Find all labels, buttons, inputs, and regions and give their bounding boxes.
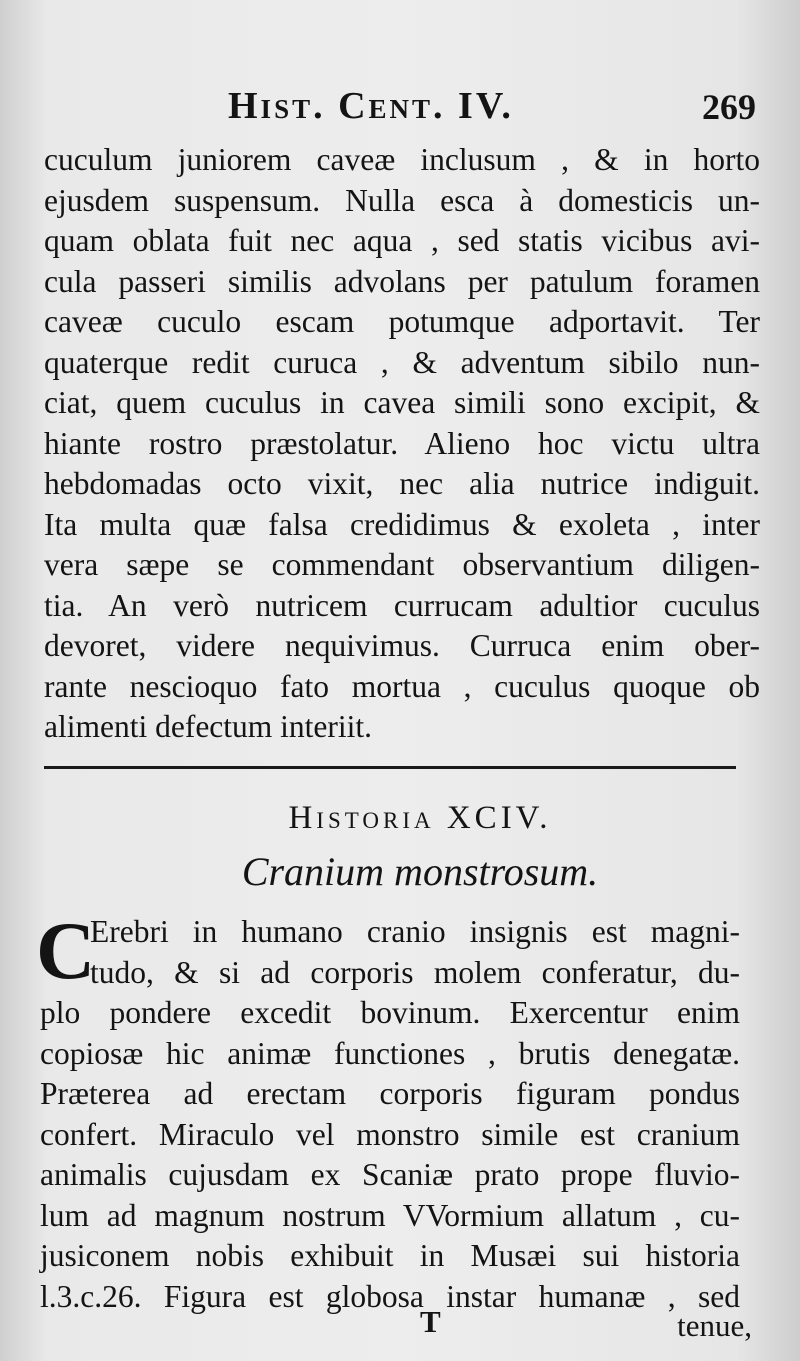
text-line: cuculum juniorem caveæ inclusum , & in horto	[44, 142, 760, 177]
section-heading: Historia XCIV.	[288, 800, 552, 836]
text-line: ciat, quem cuculus in cavea simili sono excipit, &	[44, 385, 760, 420]
text-line: copiosæ hic animæ functiones , brutis denegatæ.	[40, 1035, 740, 1071]
text-line: animalis cujusdam ex Scaniæ prato prope fluvio-	[40, 1157, 740, 1192]
text-line: Erebri in humano cranio insignis est magni-	[90, 914, 740, 949]
text-line: quam oblata fuit nec aqua , sed statis vicibus avi-	[44, 223, 760, 258]
text-line: Præterea ad erectam corporis figuram pondus	[40, 1076, 740, 1111]
section1-text	[44, 140, 760, 748]
text-line: quaterque redit curuca , & adventum sibilo nun-	[44, 344, 760, 380]
text-line: tia. An verò nutricem currucam adultior cuculus	[44, 587, 760, 623]
section2-text	[40, 912, 740, 1317]
text-line: ejusdem suspensum. Nulla esca à domesticis un-	[44, 182, 760, 218]
text-line: jusiconem nobis exhibuit in Musæi sui historia	[40, 1238, 740, 1273]
text-line: rante nescioquo fato mortua , cuculus quoque ob	[44, 668, 760, 704]
section-subtitle: Cranium monstrosum.	[241, 849, 599, 894]
text-line: cula passeri similis advolans per patulum foramen	[44, 263, 760, 299]
text-line: tudo, & si ad corporis molem conferatur, du-	[90, 954, 740, 990]
text-line: vera sæpe se commendant observantium diligen-	[44, 547, 760, 582]
text-line: caveæ cuculo escam potumque adportavit. Ter	[44, 304, 760, 339]
text-line: lum ad magnum nostrum VVormium allatum , cu-	[40, 1197, 740, 1233]
text-line: hebdomadas octo vixit, nec alia nutrice indiguit.	[44, 466, 760, 501]
text-line: confert. Miraculo vel monstro simile est cranium	[40, 1116, 740, 1152]
signature-mark: T	[420, 1304, 441, 1339]
catchword: tenue,	[677, 1308, 752, 1343]
text-line: devoret, videre nequivimus. Curruca enim ober-	[44, 628, 760, 663]
drop-cap: C	[36, 905, 96, 996]
section-divider	[44, 766, 736, 769]
text-line: alimenti defectum interiit.	[44, 709, 373, 744]
text-line: hiante rostro præstolatur. Alieno hoc victu ultra	[44, 425, 760, 461]
text-line: plo pondere excedit bovinum. Exercentur enim	[40, 995, 740, 1030]
text-line: Ita multa quæ falsa credidimus & exoleta , inter	[44, 506, 760, 542]
page-number: 269	[702, 87, 756, 127]
running-head	[0, 84, 800, 132]
text-line: l.3.c.26. Figura est globosa instar humanæ , sed	[40, 1278, 740, 1314]
running-title: Hist. Cent. IV.	[228, 85, 514, 127]
